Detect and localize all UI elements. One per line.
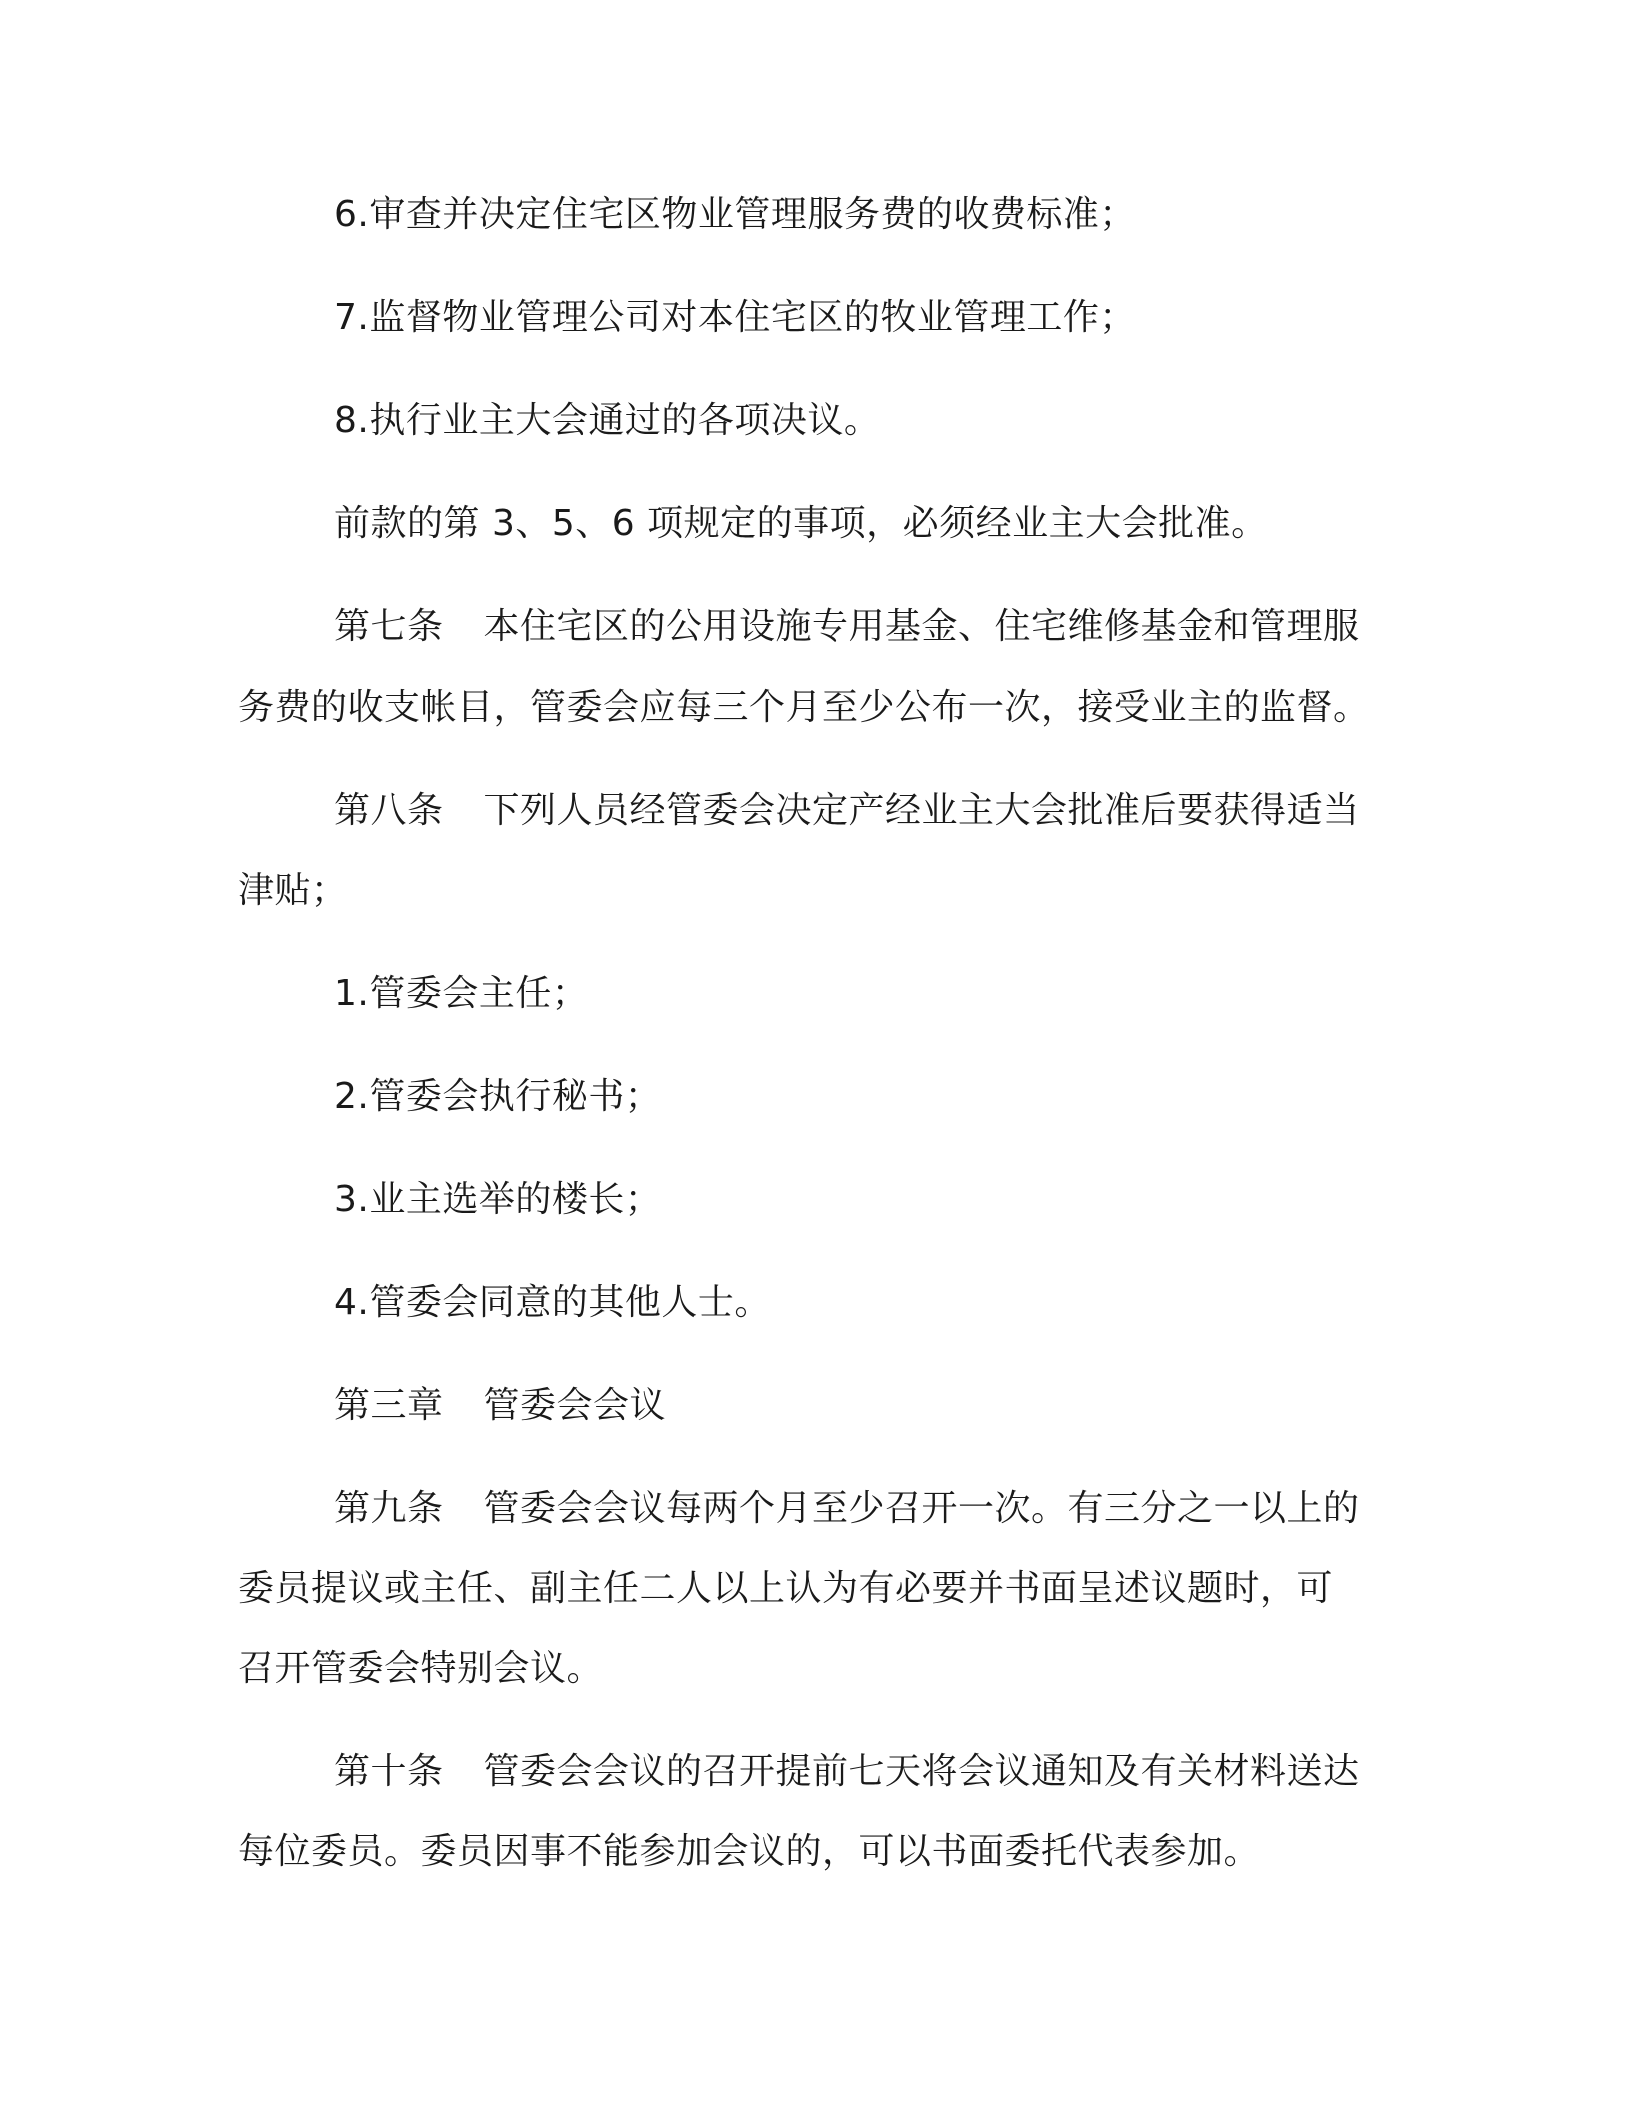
article-8-text-1: 下列人员经管委会决定产经业主大会批准后要获得适当 (483, 790, 1360, 831)
article-10-line-1 (334, 1750, 1360, 1794)
article-7-line-2: 务费的收支帐目，管委会应每三个月至少公布一次，接受业主的监督。 (238, 687, 1370, 728)
article-8-heading: 第八条 (334, 790, 444, 831)
allowance-item-4: 4.管委会同意的其他人士。 (334, 1282, 771, 1323)
approval-note: 前款的第 3、5、6 项规定的事项，必须经业主大会批准。 (334, 503, 1268, 544)
chapter-3-heading (334, 1384, 666, 1428)
article-9-text-1: 管委会会议每两个月至少召开一次。有三分之一以上的 (483, 1488, 1360, 1529)
article-7-heading: 第七条 (334, 606, 444, 647)
article-10-line-2: 每位委员。委员因事不能参加会议的，可以书面委托代表参加。 (238, 1831, 1261, 1872)
allowance-item-2: 2.管委会执行秘书； (334, 1076, 662, 1117)
article-9-line-2: 委员提议或主任、副主任二人以上认为有必要并书面呈述议题时，可 (238, 1568, 1334, 1609)
chapter-3-title: 管委会会议 (483, 1385, 667, 1426)
allowance-item-1: 1.管委会主任； (334, 973, 589, 1014)
article-7-text-1: 本住宅区的公用设施专用基金、住宅维修基金和管理服 (483, 606, 1360, 647)
list-item-8: 8.执行业主大会通过的各项决议。 (334, 400, 881, 441)
allowance-item-3: 3.业主选举的楼长； (334, 1179, 662, 1220)
article-9-line-3: 召开管委会特别会议。 (238, 1648, 604, 1689)
article-10-text-1: 管委会会议的召开提前七天将会议通知及有关材料送达 (483, 1751, 1360, 1792)
article-9-heading: 第九条 (334, 1488, 444, 1529)
article-7-line-1 (334, 605, 1360, 649)
list-item-7: 7.监督物业管理公司对本住宅区的牧业管理工作； (334, 297, 1136, 338)
article-8-line-1 (334, 789, 1360, 833)
article-8-line-2: 津贴； (238, 870, 348, 911)
chapter-3-label: 第三章 (334, 1385, 444, 1426)
article-10-heading: 第十条 (334, 1751, 444, 1792)
article-9-line-1 (334, 1487, 1360, 1531)
list-item-6: 6.审查并决定住宅区物业管理服务费的收费标准； (334, 194, 1136, 235)
